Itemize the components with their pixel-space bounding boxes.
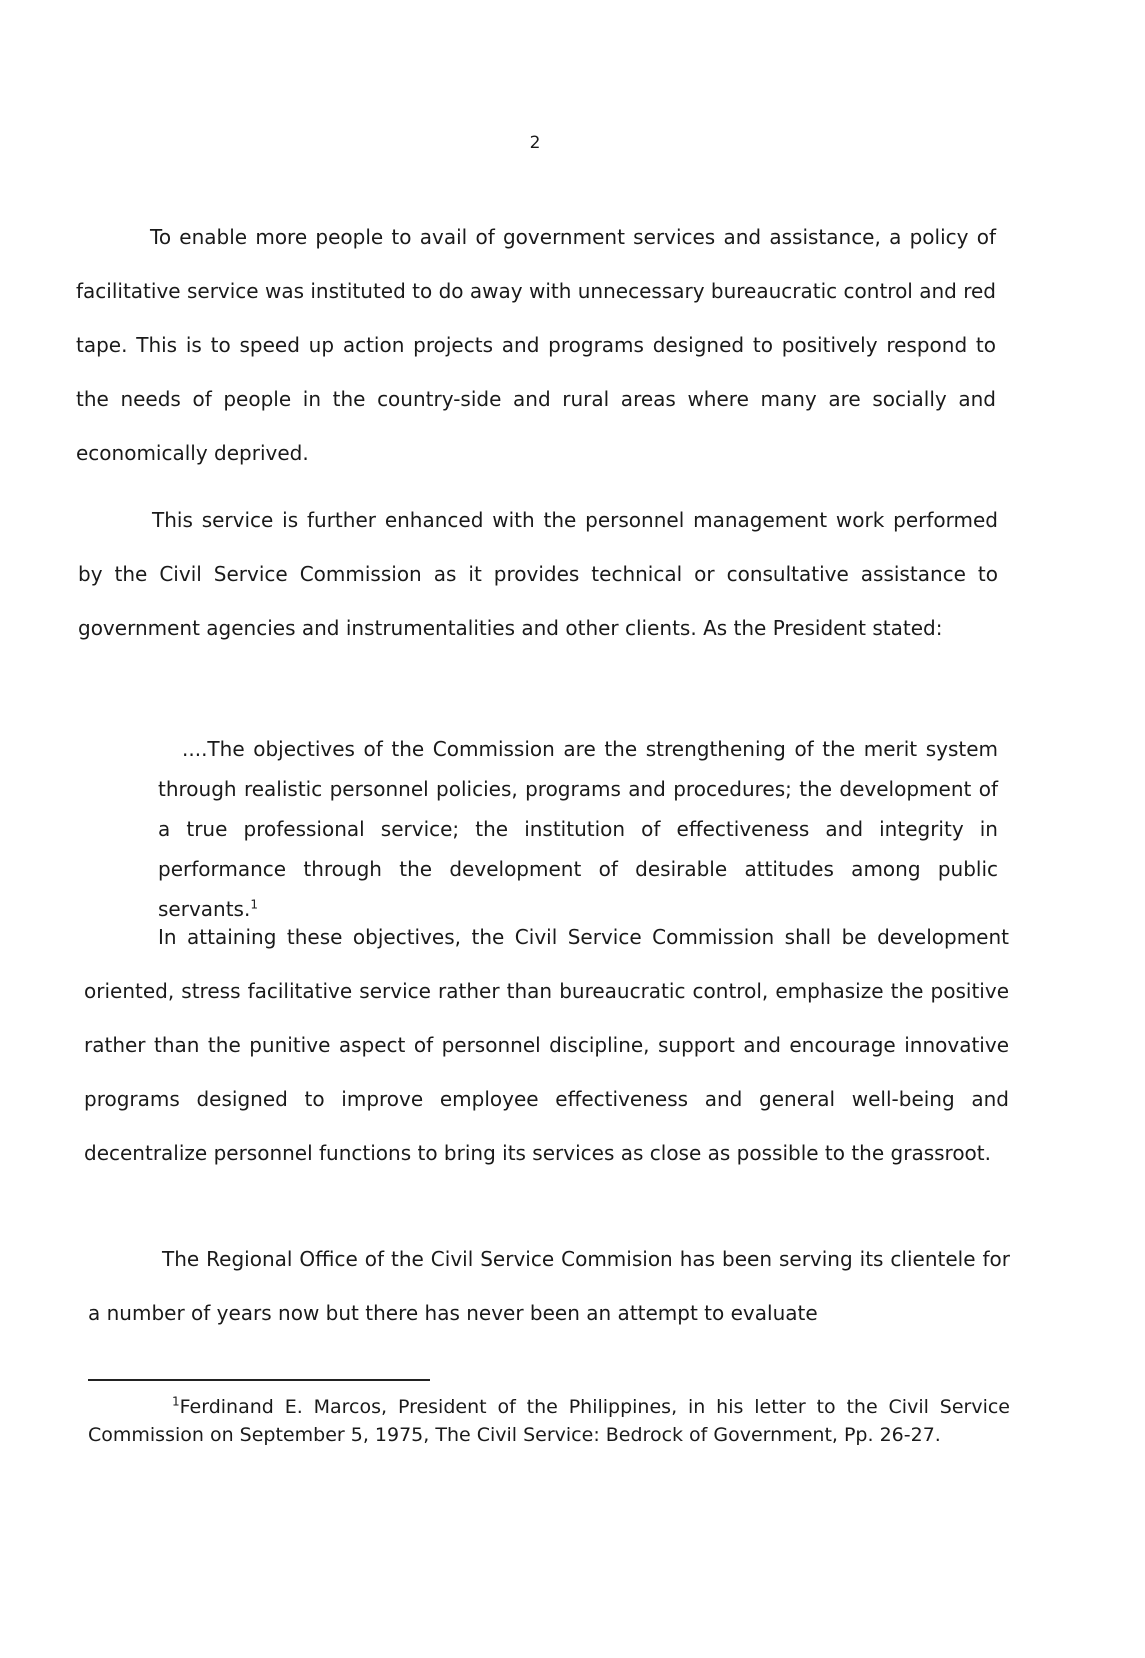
block-quote-text: ....The objectives of the Commission are the strengthening of the merit system through realistic personnel policies, programs and procedures; the development of a true professional service; the institution of effectiveness and integrity in performance through the development of desirable attitudes among public servants.	[158, 737, 998, 921]
paragraph-2-text: This service is further enhanced with the personnel management work performed by the Civil Service Commission as it provides technical or consultative assistance to government agencies and instrumentalities and other clients. As the President stated:	[78, 508, 998, 640]
paragraph-2	[78, 493, 998, 655]
block-quote	[158, 729, 998, 929]
paragraph-4-text: The Regional Office of the Civil Service Commision has been serving its clientele for a number of years now but there has never been an attempt to evaluate	[88, 1247, 1010, 1325]
page-number: 2	[529, 133, 541, 153]
paragraph-1-text: To enable more people to avail of government services and assistance, a policy of facilitative service was instituted to do away with unnecessary bureaucratic control and red tape. This is to speed up action projects and programs designed to positively respond to the needs of people in the country-side and rural areas where many are socially and economically deprived.	[76, 225, 996, 465]
paragraph-1	[76, 210, 996, 480]
paragraph-3-text: In attaining these objectives, the Civil Service Commission shall be development oriented, stress facilitative service rather than bureaucratic control, emphasize the positive rather than the punitive aspect of personnel discipline, support and encourage innovative programs designed to improve employee effectiveness and general well-being and decentralize personnel functions to bring its services as close as possible to the grassroot.	[84, 925, 1009, 1165]
paragraph-4	[88, 1232, 1010, 1340]
footnote-text: Ferdinand E. Marcos, President of the Philippines, in his letter to the Civil Service Commission on September 5, 1975, The Civil Service: Bedrock of Government, Pp. 26-27.	[88, 1396, 1010, 1446]
footnote-mark: 1	[172, 1394, 180, 1409]
footnote-reference: 1	[250, 897, 258, 912]
footnote-divider	[88, 1379, 430, 1381]
paragraph-3	[84, 910, 1009, 1180]
footnote	[88, 1393, 1010, 1449]
